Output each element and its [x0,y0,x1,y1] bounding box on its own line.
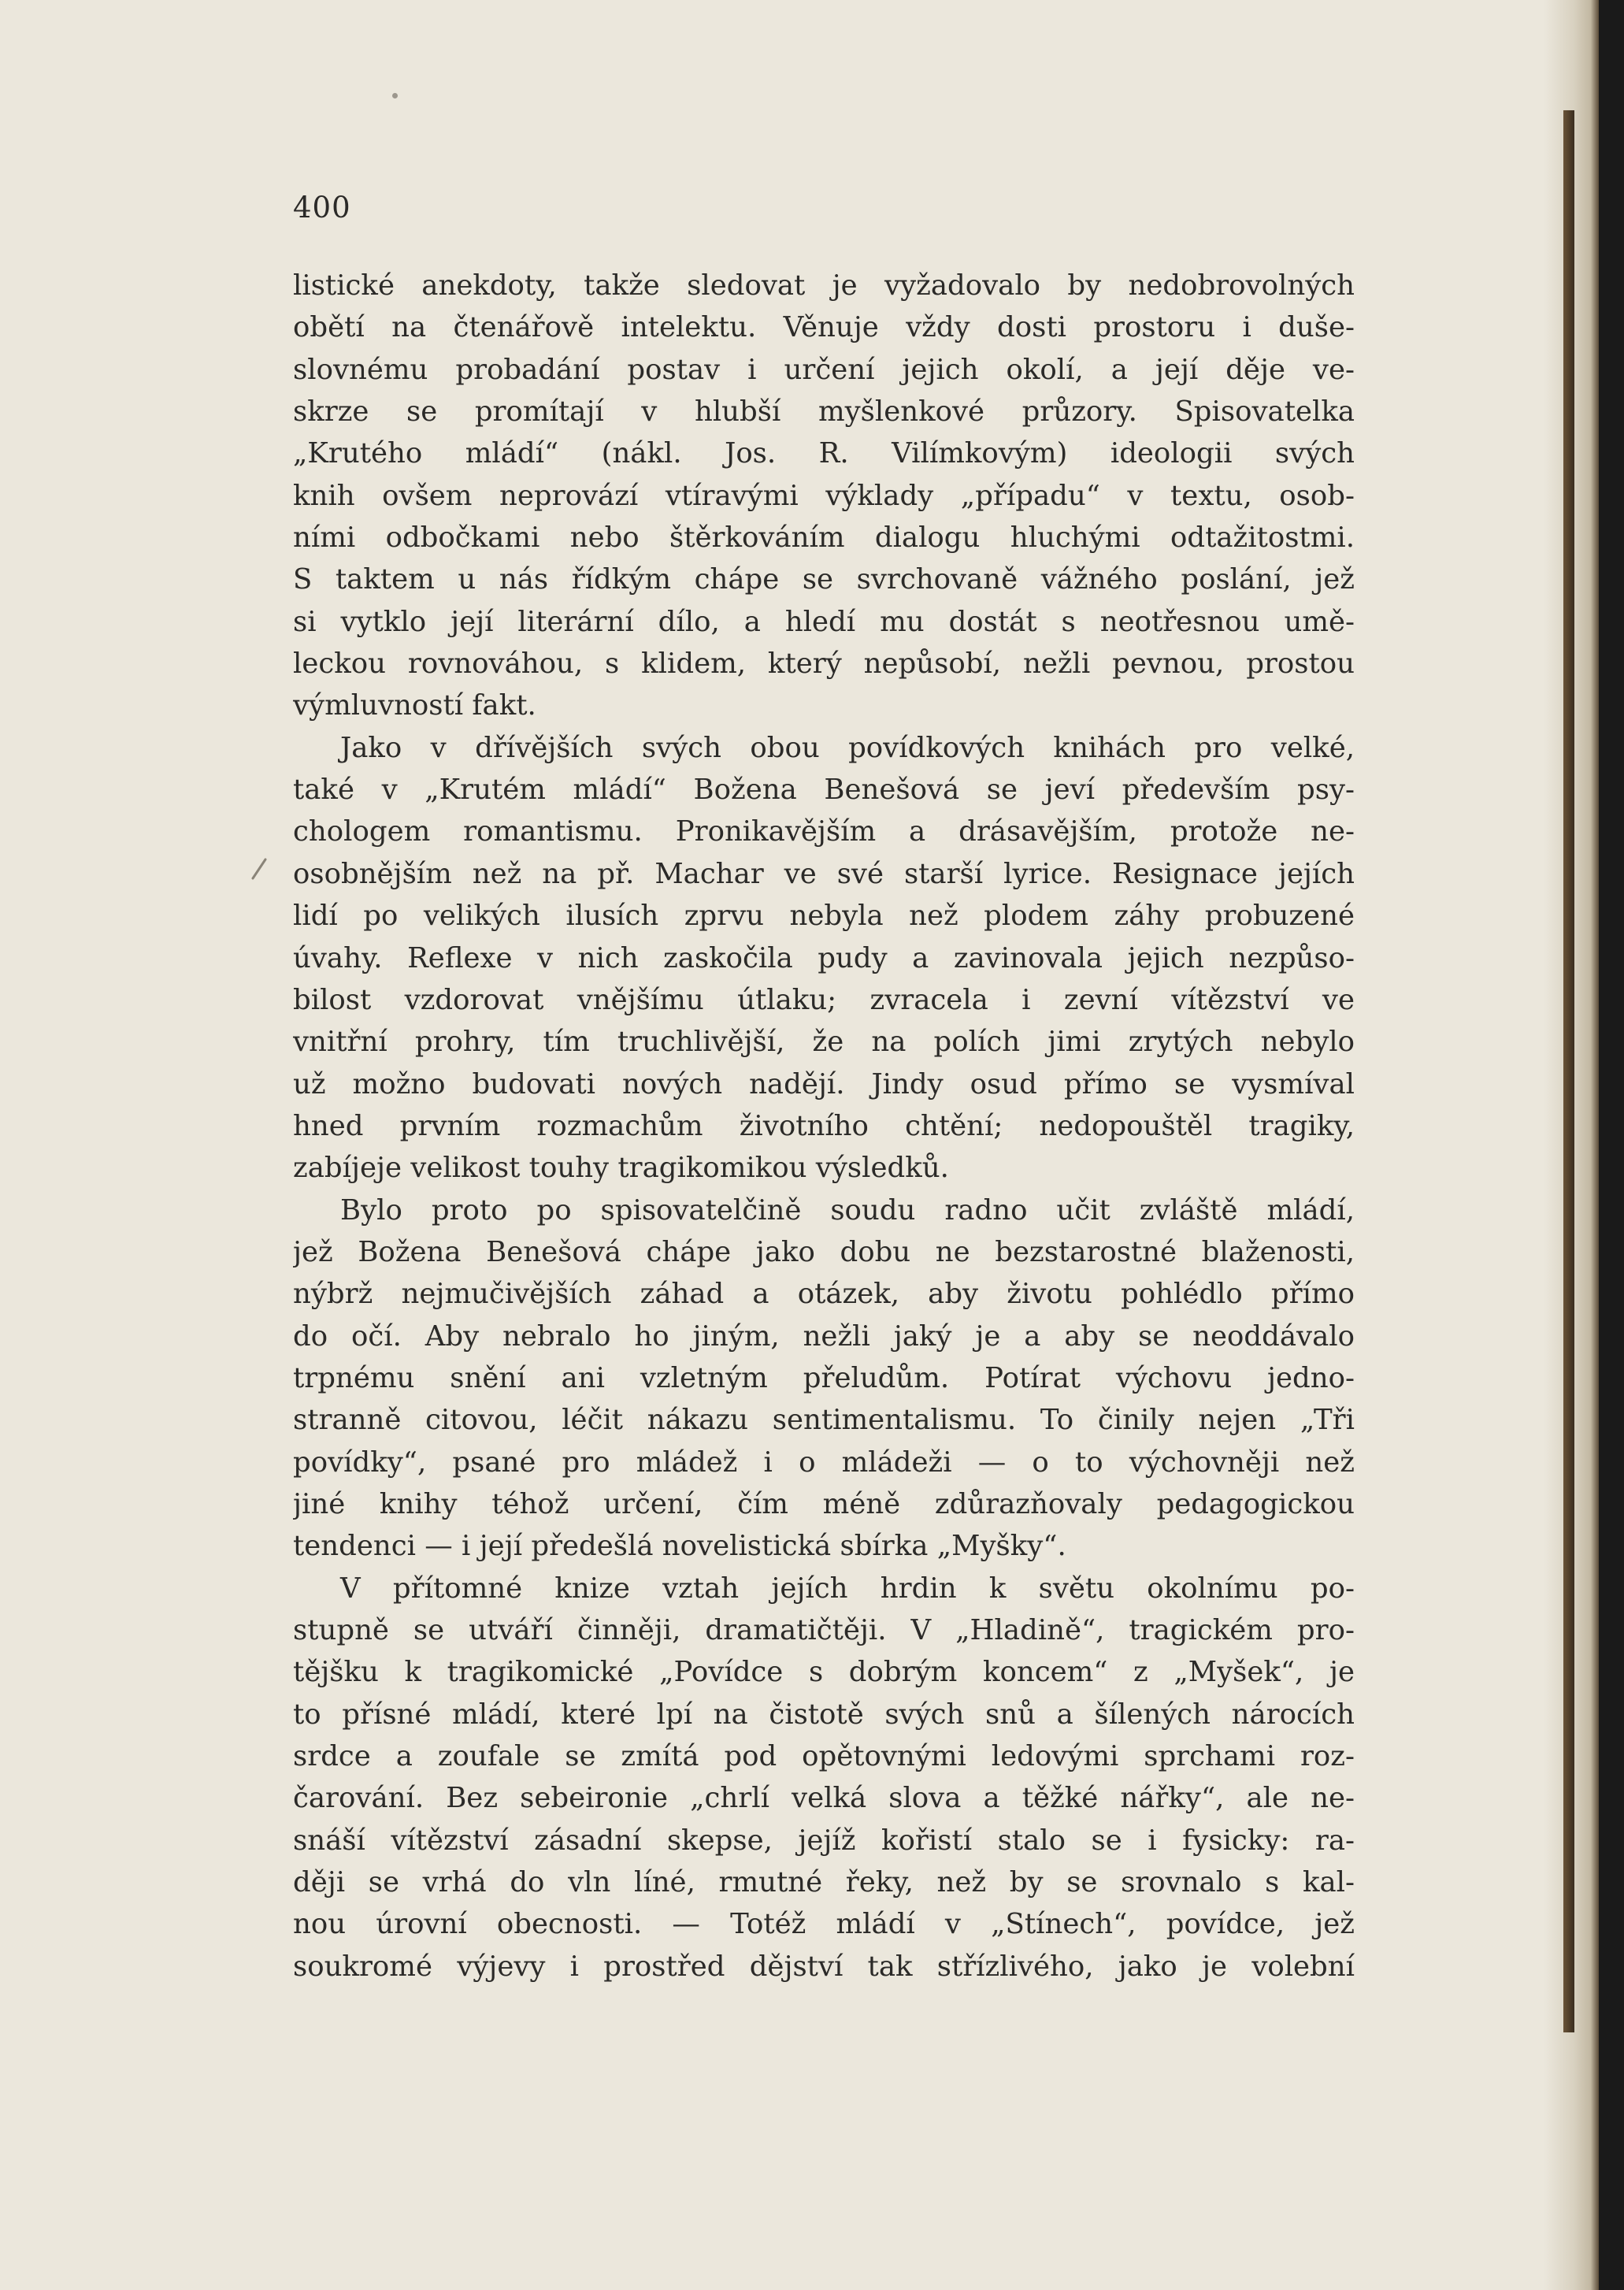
text-line: soukromé výjevy i prostřed dějství tak střízlivého, jako je volební [293,1950,1355,1983]
body-text [293,265,1355,1988]
text-line: jiné knihy téhož určení, čím méně zdůrazňovaly pedagogickou [293,1487,1355,1520]
text-line: Jako v dřívějších svých obou povídkových knihách pro velké, [340,731,1355,764]
text-line: povídky“, psané pro mládež i o mládeži — o to výchovněji než [293,1446,1355,1479]
text-line: bilost vzdorovat vnějšímu útlaku; zvracela i zevní vítězství ve [293,983,1355,1016]
text-line: trpnému snění ani vzletným přeludům. Potírat výchovu jedno- [293,1361,1355,1394]
text-line: si vytklo její literární dílo, a hledí mu dostát s neotřesnou umě- [293,605,1355,638]
text-line: nýbrž nejmučivějších záhad a otázek, aby životu pohlédlo přímo [293,1278,1355,1311]
page-number: 400 [293,191,351,225]
text-line: S taktem u nás řídkým chápe se svrchovaně vážného poslání, jež [293,563,1355,596]
text-line: čarování. Bez sebeironie „chrlí velká slova a těžké nářky“, ale ne- [293,1782,1355,1815]
text-line: také v „Krutém mládí“ Božena Benešová se jeví především psy- [293,774,1355,807]
scan-border [1599,0,1624,2290]
text-line: knih ovšem neprovází vtíravými výklady „případu“ v textu, osob- [293,479,1355,512]
text-line: tějšku k tragikomické „Povídce s dobrým koncem“ z „Myšek“, je [293,1656,1355,1689]
text-line: listické anekdoty, takže sledovat je vyžadovalo by nedobrovolných [293,269,1355,302]
text-line: V přítomné knize vztah jejích hrdin k světu okolnímu po- [340,1572,1355,1605]
text-line: ději se vrhá do vln líné, rmutné řeky, než by se srovnalo s kal- [293,1866,1355,1899]
text-line: vnitřní prohry, tím truchlivější, že na polích jimi zrytých nebylo [293,1026,1355,1059]
text-line: srdce a zoufale se zmítá pod opětovnými ledovými sprchami roz- [293,1740,1355,1773]
text-line: obětí na čtenářově intelektu. Věnuje vždy dosti prostoru i duše- [293,311,1355,344]
text-line: skrze se promítají v hlubší myšlenkové průzory. Spisovatelka [293,395,1355,429]
text-line: stranně citovou, léčit nákazu sentimentalismu. To činily nejen „Tři [293,1404,1355,1437]
text-line: leckou rovnováhou, s klidem, který nepůsobí, nežli pevnou, prostou [293,648,1355,681]
text-line: hned prvním rozmachům životního chtění; nedopouštěl tragiky, [293,1109,1355,1142]
text-line: Bylo proto po spisovatelčině soudu radno učit zvláště mládí, [340,1193,1355,1227]
text-line: do očí. Aby nebralo ho jiným, nežli jaký je a aby se neoddávalo [293,1319,1355,1353]
text-line: stupně se utváří činněji, dramatičtěji. V „Hladině“, tragickém pro- [293,1614,1355,1646]
paper-speck [392,93,398,98]
text-line: už možno budovati nových nadějí. Jindy osud přímo se vysmíval [293,1067,1355,1100]
text-line: to přísné mládí, které lpí na čistotě svých snů a šílených nárocích [293,1698,1355,1731]
book-spine [1563,110,1574,2032]
text-line: lidí po velikých ilusích zprvu nebyla než plodem záhy probuzené [293,900,1355,933]
text-line: snáší vítězství zásadní skepse, jejíž kořistí stalo se i fysicky: ra- [293,1824,1355,1857]
text-line: slovnému probadání postav i určení jejich okolí, a její děje ve- [293,353,1355,386]
pencil-mark-icon [250,857,269,881]
text-line: chologem romantismu. Pronikavějším a drásavějším, protože ne- [293,815,1355,848]
text-line: „Krutého mládí“ (nákl. Jos. R. Vilímkovým) ideologii svých [293,437,1355,470]
text-line: nou úrovní obecnosti. — Totéž mládí v „Stínech“, povídce, jež [293,1908,1355,1941]
text-line: ními odbočkami nebo štěrkováním dialogu hluchými odtažitostmi. [293,521,1355,555]
text-line: jež Božena Benešová chápe jako dobu ne bezstarostné blaženosti, [293,1235,1355,1268]
text-line: osobnějším než na př. Machar ve své starší lyrice. Resignace jejích [293,857,1355,890]
text-line: úvahy. Reflexe v nich zaskočila pudy a zavinovala jejich nezpůso- [293,941,1355,974]
text-line: zabíjeje velikost touhy tragikomikou výsledků. [293,1152,949,1185]
text-line: výmluvností fakt. [293,689,536,722]
text-line: tendenci — i její předešlá novelistická sbírka „Myšky“. [293,1530,1066,1563]
